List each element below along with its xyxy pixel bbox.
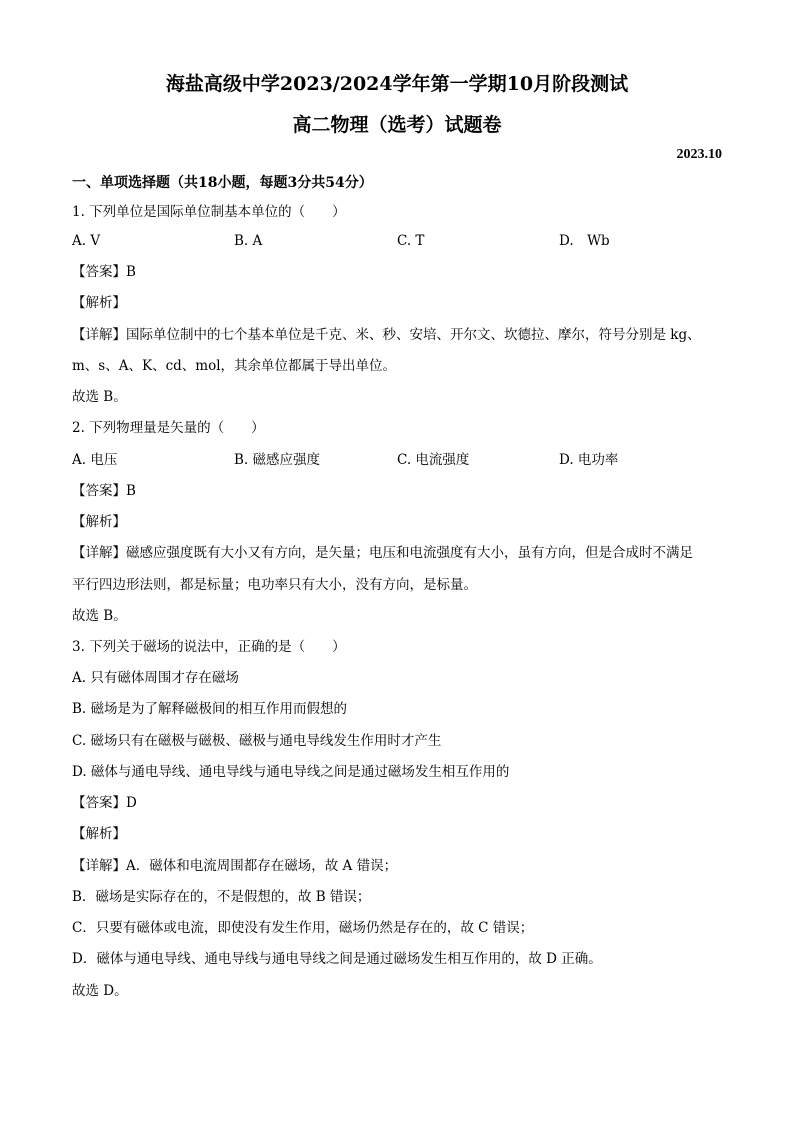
question-3-detail-line-3: C．只要有磁体或电流，即使没有发生作用，磁场仍然是存在的，故 C 错误； <box>72 920 534 936</box>
exam-date: 2023.10 <box>676 147 722 162</box>
question-1-option-b: B. A <box>234 233 263 249</box>
question-3-conclusion: 故选 D。 <box>72 983 128 999</box>
question-2-conclusion: 故选 B。 <box>72 608 127 624</box>
question-2-detail-line-2: 平行四边形法则，都是标量；电功率只有大小，没有方向，是标量。 <box>72 577 477 593</box>
question-2-analysis-label: 【解析】 <box>72 514 126 530</box>
question-2-option-a: A. 电压 <box>72 452 118 468</box>
question-2-detail-line-1: 【详解】磁感应强度既有大小又有方向，是矢量；电压和电流强度有大小，虽有方向，但是合成时不满足 <box>72 545 693 561</box>
question-1-analysis-label: 【解析】 <box>72 295 126 311</box>
question-3-option-b: B. 磁场是为了解释磁极间的相互作用而假想的 <box>72 701 348 717</box>
question-3-option-d: D. 磁体与通电导线、通电导线与通电导线之间是通过磁场发生相互作用的 <box>72 764 510 780</box>
section-heading: 一、单项选择题（共18小题，每题3分共54分） <box>72 175 373 191</box>
question-2-option-b: B. 磁感应强度 <box>234 452 321 468</box>
question-1-option-d: D. Wb <box>559 233 610 249</box>
question-1-detail-line-2: m、s、A、K、cd、mol，其余单位都属于导出单位。 <box>72 358 397 374</box>
question-2-option-c: C. 电流强度 <box>397 452 470 468</box>
question-1-answer: 【答案】B <box>72 264 136 280</box>
question-3-detail-line-4: D．磁体与通电导线、通电导线与通电导线之间是通过磁场发生相互作用的，故 D 正确。 <box>72 951 602 967</box>
question-3-analysis-label: 【解析】 <box>72 826 126 842</box>
question-1-detail-line-1: 【详解】国际单位制中的七个基本单位是千克、米、秒、安培、开尔文、坎德拉、摩尔，符号分别是 kg、 <box>72 327 701 343</box>
question-3-option-a: A. 只有磁体周围才存在磁场 <box>72 670 239 686</box>
question-3-stem: 3. 下列关于磁场的说法中，正确的是（ ） <box>72 639 346 655</box>
question-3-answer: 【答案】D <box>72 795 137 811</box>
question-3-detail-line-1: 【详解】A．磁体和电流周围都存在磁场，故 A 错误； <box>72 858 398 874</box>
question-3-detail-line-2: B．磁场是实际存在的，不是假想的，故 B 错误； <box>72 889 371 905</box>
exam-title: 海盐高级中学2023/2024学年第一学期10月阶段测试 <box>165 73 629 95</box>
question-1-conclusion: 故选 B。 <box>72 389 127 405</box>
question-1-stem: 1. 下列单位是国际单位制基本单位的（ ） <box>72 204 346 220</box>
question-2-answer: 【答案】B <box>72 483 136 499</box>
question-2-stem: 2. 下列物理量是矢量的（ ） <box>72 420 265 436</box>
question-3-option-c: C. 磁场只有在磁极与磁极、磁极与通电导线发生作用时才产生 <box>72 733 442 749</box>
question-1-option-c: C. T <box>397 233 425 249</box>
question-1-option-a: A. V <box>72 233 101 249</box>
question-2-option-d: D. 电功率 <box>559 452 619 468</box>
exam-subtitle: 高二物理（选考）试题卷 <box>292 114 502 136</box>
